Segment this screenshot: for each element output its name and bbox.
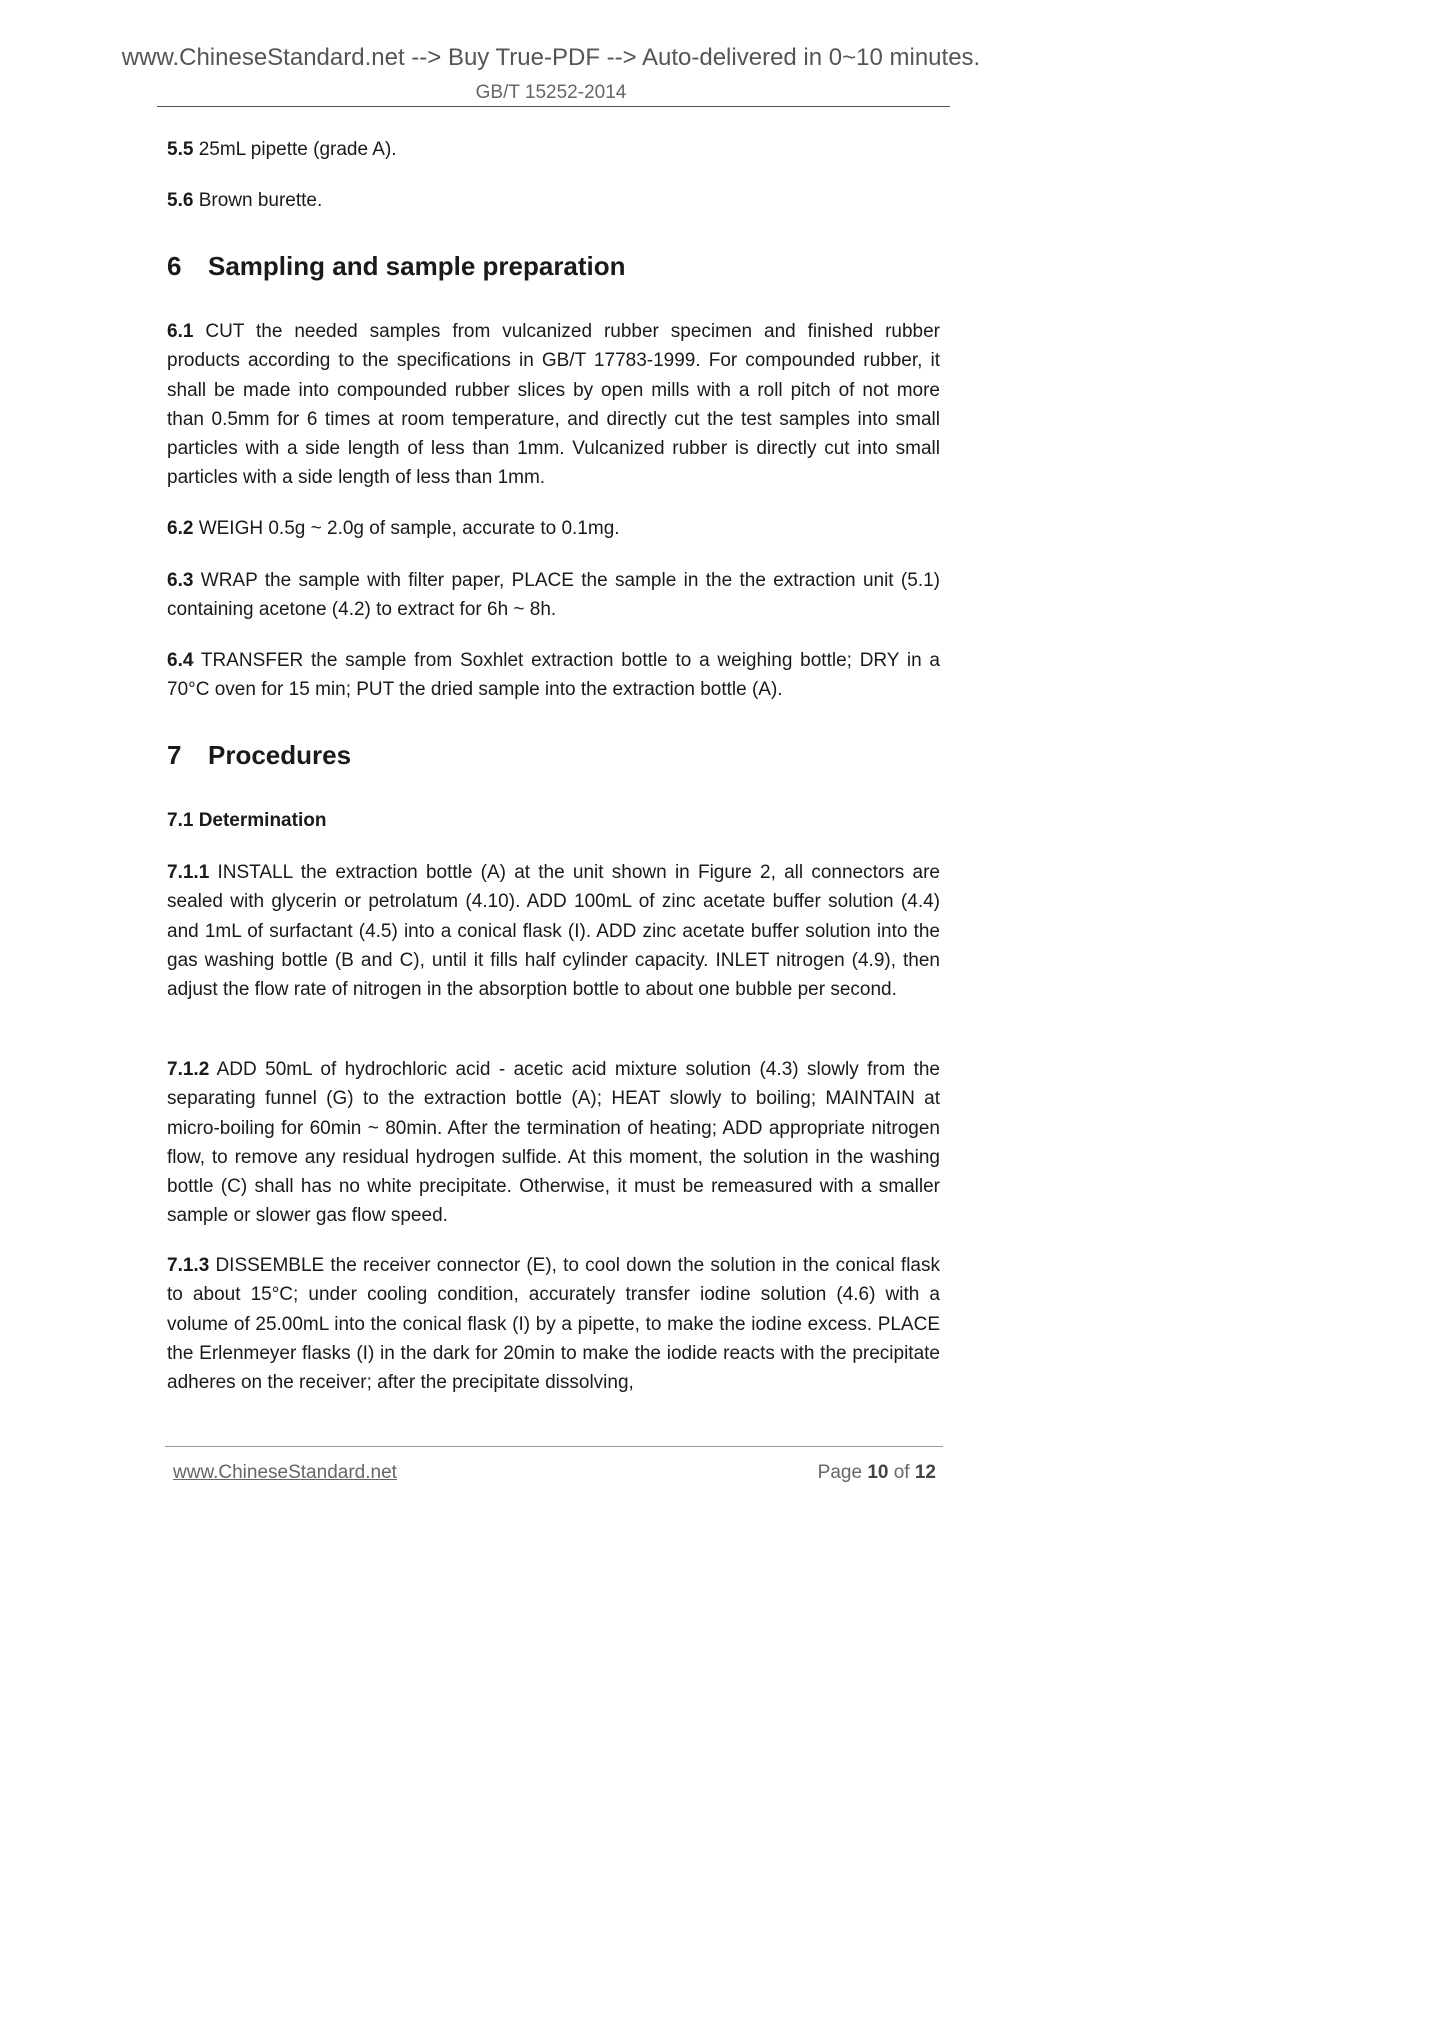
paragraph-6-4 — [167, 646, 940, 705]
section-title: Sampling and sample preparation — [208, 251, 626, 281]
clause-text: WEIGH 0.5g ~ 2.0g of sample, accurate to 0.1mg. — [193, 518, 620, 539]
paragraph-7-1-3 — [167, 1251, 940, 1397]
section-number: 7 — [167, 740, 182, 770]
paragraph-6-1 — [167, 317, 940, 493]
page-of-label: of — [888, 1462, 915, 1483]
clause-number: 7.1.3 — [167, 1255, 210, 1276]
paragraph-6-2 — [167, 514, 940, 543]
page-label: Page — [817, 1462, 868, 1483]
item-5-6 — [167, 186, 940, 215]
section-title: Procedures — [208, 740, 352, 770]
item-number: 5.5 — [167, 139, 194, 160]
clause-text: CUT the needed samples from vulcanized rubber specimen and finished rubber products according to the specifications in GB/T 17783-1999. For compounded rubber, it shall be made into compounded rubber slices by open mills with a roll pitch of not more than 0.5mm for 6 times at room temperature, and directly cut the test samples into small particles with a side length of less than 1mm. Vulcanized rubber is directly cut into small particles with a side length of less than 1mm. — [167, 321, 940, 489]
footer-website-link[interactable]: www.ChineseStandard.net — [173, 1462, 397, 1483]
clause-text: ADD 50mL of hydrochloric acid - acetic acid mixture solution (4.3) slowly from the separating funnel (G) to the extraction bottle (A); HEAT slowly to boiling; MAINTAIN at micro-boiling for 60min ~ 80min. After the termination of heating; ADD appropriate nitrogen flow, to remove any residual hydrogen sulfide. At this moment, the solution in the washing bottle (C) shall has no white precipitate. Otherwise, it must be remeasured with a smaller sample or slower gas flow speed. — [167, 1059, 940, 1227]
header-banner: www.ChineseStandard.net --> Buy True-PDF --> Auto-delivered in 0~10 minutes. — [121, 44, 981, 71]
paragraph-6-3 — [167, 566, 940, 625]
page-number — [818, 1462, 936, 1484]
item-text: Brown burette. — [193, 190, 323, 211]
page-current: 10 — [867, 1462, 889, 1483]
subsection-7-1-heading: 7.1 Determination — [167, 810, 327, 831]
clause-text: DISSEMBLE the receiver connector (E), to cool down the solution in the conical flask to about 15°C; under cooling condition, accurately transfer iodine solution (4.6) with a volume of 25.00mL into the conical flask (I) by a pipette, to make the iodine excess. PLACE the Erlenmeyer flasks (I) in the dark for 20min to make the iodide reacts with the precipitate adheres on the receiver; after the precipitate dissolving, — [167, 1255, 940, 1394]
clause-number: 6.1 — [167, 321, 194, 342]
page-total: 12 — [914, 1462, 936, 1483]
section-6-heading — [167, 251, 626, 282]
clause-text: WRAP the sample with filter paper, PLACE the sample in the the extraction unit (5.1) containing acetone (4.2) to extract for 6h ~ 8h. — [167, 570, 940, 621]
section-number: 6 — [167, 251, 182, 281]
clause-number: 7.1.2 — [167, 1059, 210, 1080]
item-text: 25mL pipette (grade A). — [193, 139, 397, 160]
item-5-5 — [167, 135, 940, 164]
footer-divider — [165, 1446, 943, 1447]
clause-number: 6.4 — [167, 650, 194, 671]
header-standard-number: GB/T 15252-2014 — [475, 82, 627, 103]
paragraph-7-1-2 — [167, 1055, 940, 1231]
section-7-heading — [167, 740, 351, 771]
item-number: 5.6 — [167, 190, 194, 211]
clause-text: TRANSFER the sample from Soxhlet extraction bottle to a weighing bottle; DRY in a 70°C oven for 15 min; PUT the dried sample into the extraction bottle (A). — [167, 650, 940, 701]
paragraph-7-1-1 — [167, 858, 940, 1004]
clause-number: 6.2 — [167, 518, 194, 539]
clause-number: 7.1.1 — [167, 862, 210, 883]
header-divider — [157, 106, 950, 107]
clause-text: INSTALL the extraction bottle (A) at the unit shown in Figure 2, all connectors are sealed with glycerin or petrolatum (4.10). ADD 100mL of zinc acetate buffer solution (4.4) and 1mL of surfactant (4.5) into a conical flask (I). ADD zinc acetate buffer solution into the gas washing bottle (B and C), until it fills half cylinder capacity. INLET nitrogen (4.9), then adjust the flow rate of nitrogen in the absorption bottle to about one bubble per second. — [167, 862, 940, 1001]
clause-number: 6.3 — [167, 570, 194, 591]
